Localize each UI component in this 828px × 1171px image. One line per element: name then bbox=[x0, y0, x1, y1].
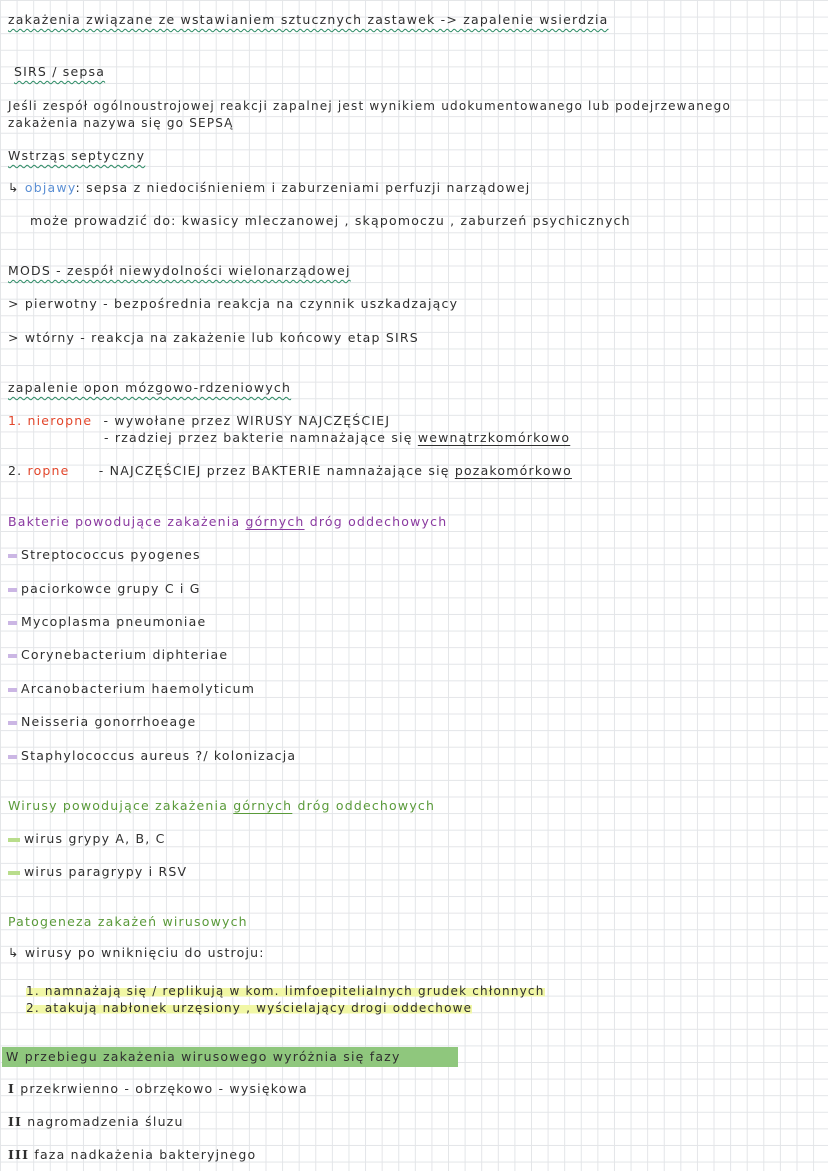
symptoms-label: objawy bbox=[24, 180, 76, 195]
item-text: atakują nabłonek urzęsiony , wyścielający drogi oddechowe bbox=[44, 1001, 473, 1015]
list-item: Mycoplasma pneumoniae bbox=[8, 614, 206, 630]
pathogenesis-intro-text: wirusy po wniknięciu do ustroju: bbox=[24, 945, 265, 960]
bacteria-heading-suffix: dróg oddechowych bbox=[309, 514, 448, 529]
nonpurulent-label: nieropne bbox=[27, 413, 93, 428]
roman-numeral: III bbox=[8, 1147, 30, 1162]
bacteria-heading bbox=[8, 514, 447, 530]
list-item: Streptococcus pyogenes bbox=[8, 547, 201, 563]
intracellular-term: wewnątrzkomórkowo bbox=[417, 430, 571, 445]
list-item: Arcanobacterium haemolyticum bbox=[8, 681, 255, 697]
arrow-icon: ↳ bbox=[8, 945, 20, 960]
list-item: Corynebacterium diphteriae bbox=[8, 647, 228, 663]
list-item: wirus grypy A, B, C bbox=[8, 831, 166, 847]
mods-item-secondary: > wtórny - reakcja na zakażenie lub końcowy etap SIRS bbox=[8, 330, 419, 345]
list-item: wirus paragrypy i RSV bbox=[8, 864, 187, 880]
mods-heading: MODS - zespół niewydolności wielonarządowej bbox=[8, 263, 351, 278]
roman-numeral: II bbox=[8, 1114, 23, 1129]
sirs-heading: SIRS / sepsa bbox=[14, 64, 106, 79]
phase-text: przekrwienno - obrzękowo - wysiękowa bbox=[20, 1081, 308, 1096]
meningitis-heading: zapalenie opon mózgowo-rdzeniowych bbox=[8, 380, 292, 395]
pathogenesis-item-2 bbox=[26, 1000, 472, 1016]
pathogenesis-item-1 bbox=[26, 983, 545, 999]
page-title: zakażenia związane ze wstawianiem sztucznych zastawek -> zapalenie wsierdzia bbox=[8, 12, 609, 27]
item-number: 1. bbox=[8, 413, 23, 428]
phase-item-2 bbox=[8, 1114, 184, 1130]
nonpurulent-line2-text: - rzadziej przez bakterie namnażające się bbox=[104, 430, 413, 445]
item-number: 1. bbox=[26, 984, 40, 998]
phases-heading: W przebiegu zakażenia wirusowego wyróżnia się fazy bbox=[2, 1047, 458, 1067]
list-item: paciorkowce grupy C i G bbox=[8, 581, 201, 597]
item-text: namnażają się / replikują w kom. limfoepitelialnych grudek chłonnych bbox=[44, 984, 545, 998]
item-number: 2. bbox=[26, 1001, 40, 1015]
roman-numeral: I bbox=[8, 1081, 16, 1096]
viruses-heading bbox=[8, 798, 435, 814]
nonpurulent-line2 bbox=[104, 430, 570, 446]
extracellular-term: pozakomórkowo bbox=[454, 463, 572, 478]
upper-term: górnych bbox=[245, 514, 305, 529]
arrow-icon: ↳ bbox=[8, 180, 20, 195]
septic-shock-heading: Wstrząs septyczny bbox=[8, 148, 146, 163]
pathogenesis-intro bbox=[8, 945, 265, 961]
phase-item-1 bbox=[8, 1081, 308, 1097]
meningitis-item-1 bbox=[8, 413, 390, 429]
mods-item-primary: > pierwotny - bezpośrednia reakcja na czynnik uszkadzający bbox=[8, 296, 459, 311]
item-number: 2. bbox=[8, 463, 23, 478]
symptoms-line bbox=[8, 180, 530, 196]
purulent-label: ropne bbox=[27, 463, 70, 478]
shock-consequences: może prowadzić do: kwasicy mleczanowej , skąpomoczu , zaburzeń psychicznych bbox=[30, 213, 631, 228]
symptoms-text: : sepsa z niedociśnieniem i zaburzeniami perfuzji narządowej bbox=[75, 180, 531, 195]
sirs-text-line2: zakażenia nazywa się go SEPSĄ bbox=[8, 116, 234, 130]
list-item: Neisseria gonorrhoeage bbox=[8, 714, 196, 730]
meningitis-item-2 bbox=[8, 463, 572, 479]
list-item: Staphylococcus aureus ?/ kolonizacja bbox=[8, 748, 296, 764]
phase-item-3 bbox=[8, 1147, 256, 1163]
purulent-text: - NAJCZĘŚCIEJ przez BAKTERIE namnażające się bbox=[98, 463, 450, 478]
pathogenesis-heading: Patogeneza zakażeń wirusowych bbox=[8, 914, 248, 929]
upper-term: górnych bbox=[233, 798, 293, 813]
phase-text: nagromadzenia śluzu bbox=[27, 1114, 184, 1129]
phase-text: faza nadkażenia bakteryjnego bbox=[34, 1147, 257, 1162]
viruses-heading-suffix: dróg oddechowych bbox=[297, 798, 436, 813]
sirs-text-line1: Jeśli zespół ogólnoustrojowej reakcji zapalnej jest wynikiem udokumentowanego lub podejrzewanego bbox=[8, 99, 731, 113]
viruses-heading-text: Wirusy powodujące zakażenia bbox=[8, 798, 229, 813]
nonpurulent-line1: - wywołane przez WIRUSY NAJCZĘŚCIEJ bbox=[103, 413, 391, 428]
bacteria-heading-text: Bakterie powodujące zakażenia bbox=[8, 514, 241, 529]
